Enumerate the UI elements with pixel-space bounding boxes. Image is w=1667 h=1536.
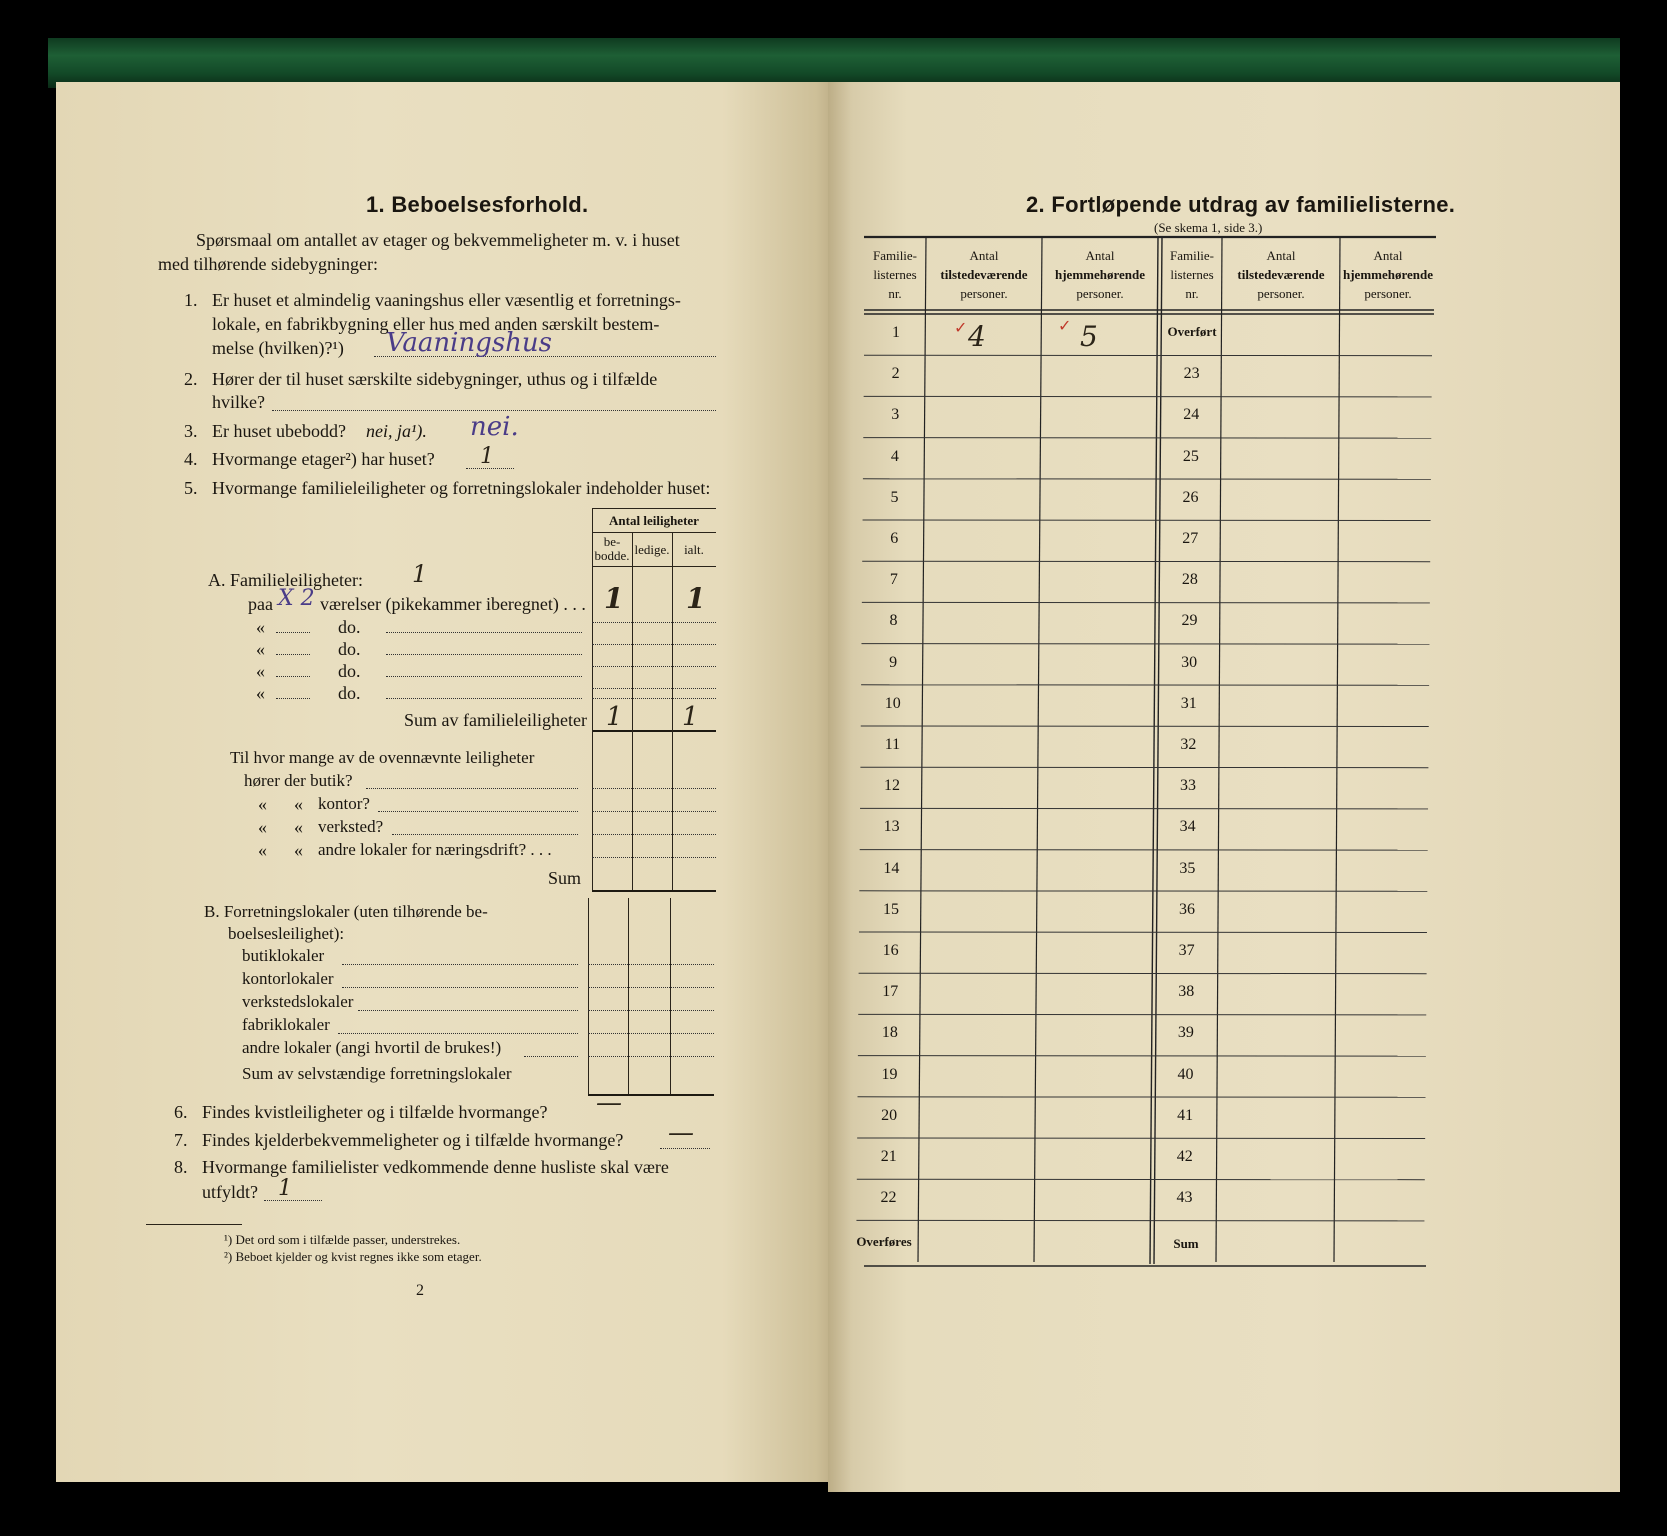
ditto-line-4 [276,698,310,699]
table-butik-vline-1 [592,730,593,890]
row-rule [860,767,1428,768]
row-number-left: 6 [890,530,899,547]
row-number-right: 39 [1177,1024,1194,1042]
ditto-mark-2: « [256,639,265,659]
row-rule [857,1138,1425,1139]
q8-answer-line [264,1200,322,1201]
section-b-item-2: kontorlokaler [242,969,334,988]
row-rule [863,438,1431,439]
row-number-left: 17 [882,983,899,1001]
row-number-left: 3 [891,406,900,424]
row-rule [858,1056,1426,1057]
row1-check-tilstede: ✓ [954,320,968,337]
q3-options: nei, ja¹). [366,421,427,441]
q8-line1: Hvormange familielister vedkommende denne husliste skal være [202,1157,669,1177]
row-number-right: 27 [1182,530,1199,547]
q8-line2: utfyldt? [202,1182,258,1202]
sum-family-ialt: 1 [682,702,699,732]
table-a-vline-3 [672,532,673,730]
header-tilstede-left [926,246,1042,303]
col-bebodde-top: be- [603,534,621,549]
grid-col-2 [1034,237,1042,1262]
left-heading: 1. Beboelsesforhold. [366,192,589,217]
butik-rule [592,788,716,789]
ditto-3: do. [338,661,361,681]
row-rule [859,973,1427,974]
row1-hjemme: 5 [1080,320,1098,353]
ditto-4: do. [338,683,361,703]
table-a-header-rule [592,532,716,533]
row-number-left: 1 [892,324,900,341]
table-a-col-ledige: ledige. [634,542,670,557]
row-rule [859,932,1427,933]
row1-prefix: paa [248,594,273,614]
header-tilstede-left-3: personer. [960,286,1008,301]
header-fam-nr-right-2: listernes [1170,267,1214,282]
section-a-answer: 1 [412,560,428,588]
footnote-2: ²) Beboet kjelder og kvist regnes ikke som etager. [224,1249,482,1264]
header-hjemme-right [1340,246,1436,303]
row-number-left: 19 [881,1065,898,1083]
sum-family-label: Sum av familieleiligheter [404,710,587,730]
q7-text: Findes kjelderbekvemmeligheter og i tilfælde hvormange? [202,1130,624,1150]
row-number-right: 29 [1181,612,1198,630]
footnote-1: ¹) Det ord som i tilfælde passer, understrekes. [224,1232,461,1247]
header-tilstede-right-2: tilstedeværende [1237,267,1325,282]
q5-text: Hvormange familieleiligheter og forretningslokaler indeholder huset: [212,478,711,498]
q4-answer: 1 [480,444,494,469]
header-hjemme-right-1: Antal [1373,248,1403,263]
row-number-right: 34 [1179,818,1196,836]
section-b-item-1: butiklokaler [242,946,325,965]
q7-number: 7. [174,1130,188,1150]
q3-number: 3. [184,421,198,441]
row1-bebodde: 1 [604,582,624,615]
row-number-right: 24 [1183,406,1200,424]
kontor-ditto-2: « [294,794,303,814]
row-rule [863,520,1431,521]
row-rule [861,726,1429,727]
row2-rule [592,644,716,645]
section-b-dots-3 [358,1010,578,1011]
row-rule [857,1179,1425,1180]
header-hjemme-right-3: personer. [1364,286,1412,301]
header-hjemme-left [1042,246,1158,303]
left-page [56,82,840,1482]
q2-answer-line [272,410,716,411]
row-number-right: 41 [1177,1106,1194,1124]
row-rule [858,1014,1426,1015]
andre-label: andre lokaler for næringsdrift? . . . [318,840,552,859]
row-rule [864,396,1432,397]
ditto-dots-2 [386,654,582,655]
butik-line2: hører der butik? [244,771,353,790]
table-a-top-rule [592,508,716,509]
verksted-dots [392,834,578,835]
q1-line3: melse (hvilken)?¹) [212,338,344,358]
verksted-label: verksted? [318,817,384,836]
row-number-right: 31 [1180,694,1197,712]
row1-answer: X 2 [278,586,315,611]
table-butik-vline-2 [632,730,633,890]
table-b-vline-1 [588,898,589,1094]
row3-rule [592,666,716,667]
section-b-item-4: fabriklokaler [242,1015,330,1034]
table-a-group-header: Antal leiligheter [609,513,699,528]
row-number-right: 25 [1182,447,1199,465]
butik-sum-rule [592,890,716,892]
row-rule [864,355,1432,356]
ditto-mark-3: « [256,661,265,681]
grid-col-5 [1334,237,1340,1262]
table-butik-vline-3 [672,730,673,890]
section-b-dots-1 [342,964,578,965]
row-number-left: 7 [889,571,898,589]
verksted-rule [592,834,716,835]
q2-line1: Hører der til huset særskilte sidebygninger, uthus og i tilfælde [212,369,658,389]
q8-number: 8. [174,1157,188,1177]
row1-check-hjemme: ✓ [1058,318,1072,335]
row-rule [859,891,1427,892]
row-number-right: 35 [1179,859,1196,877]
row-number-left: 9 [889,653,898,671]
q8-answer: 1 [278,1176,292,1201]
row1-ialt: 1 [686,582,706,615]
row-number-right: 26 [1182,488,1199,506]
table-a-vline-2 [632,532,633,730]
header-hjemme-left-2: hjemmehørende [1054,267,1146,282]
row-rule [861,685,1429,686]
row-number-left: 13 [883,818,900,836]
kontor-dots [378,811,578,812]
header-hjemme-left-3: personer. [1076,286,1124,301]
table-a-col-ialt: ialt. [684,542,704,557]
header-hjemme-left-1: Antal [1085,248,1115,263]
section-b-rule-2 [588,987,714,988]
col-bebodde-bottom: bodde. [594,548,630,563]
row-number-left: 5 [890,488,899,506]
section-b-rule-5 [588,1056,714,1057]
q1-line1: Er huset et almindelig vaaningshus eller væsentlig et forretnings- [212,290,681,310]
header-fam-nr-left-2: listernes [873,267,917,282]
section-b-item-5: andre lokaler (angi hvortil de brukes!) [242,1038,502,1057]
section-b-line2: boelsesleilighet): [228,924,345,943]
header-tilstede-left-2: tilstedeværende [940,267,1028,282]
kontor-ditto-1: « [258,794,267,814]
row-number-left: 22 [880,1189,897,1207]
andre-rule [592,857,716,858]
q2-number: 2. [184,369,198,389]
row-number-right: Overført [1167,324,1217,339]
row5-rule [592,698,716,699]
header-fam-nr-left [864,246,926,303]
q1-answer: Vaaningshus [386,328,553,358]
section-b-rule-3 [588,1010,714,1011]
row-rule [860,808,1428,809]
section-b-sum-label: Sum av selvstændige forretningslokaler [242,1064,512,1083]
table-b-vline-2 [628,898,629,1094]
right-heading: 2. Fortløpende utdrag av familielisterne. [1026,192,1456,217]
book-binding [48,38,1620,88]
header-fam-nr-right-1: Familie- [1169,248,1215,263]
header-tilstede-right-3: personer. [1257,286,1305,301]
ditto-line-2 [276,654,310,655]
butik-dots [366,788,578,789]
row-number-left: 18 [881,1024,898,1042]
row-number-left: 16 [882,942,899,959]
row-number-left: 4 [890,447,899,465]
ditto-dots-1 [386,632,582,633]
row-number-left: 8 [889,612,898,630]
row1-rule [592,622,716,623]
header-fam-nr-right [1162,246,1222,303]
sum-family-bebodde: 1 [606,702,623,732]
q7-answer-line [660,1148,710,1149]
row-number-right: 30 [1181,653,1198,671]
row-number-left: 2 [891,365,900,383]
right-page [828,82,1620,1492]
row-rule [858,1097,1426,1098]
q7-answer: — [668,1118,694,1148]
q6-text: Findes kvistleiligheter og i tilfælde hvormange? [202,1102,548,1122]
ditto-mark-4: « [256,683,265,703]
q3-text: Er huset ubebodd? [212,421,346,441]
q3-answer: nei. [470,412,519,442]
row-rule [860,850,1428,851]
header-fam-nr-left-1: Familie- [872,248,918,263]
ditto-2: do. [338,639,361,659]
row-number-left: 15 [882,900,899,918]
row-number-left: 20 [881,1106,898,1124]
q1-number: 1. [184,290,198,310]
section-b-dots-4 [338,1033,578,1034]
ditto-line-3 [276,676,310,677]
ditto-line-1 [276,632,310,633]
section-b-dots-5 [524,1056,578,1057]
ditto-dots-4 [386,698,582,699]
row-number-right: 33 [1180,777,1197,795]
row-rule [862,602,1430,603]
footnote-rule [146,1224,242,1225]
header-tilstede-right-1: Antal [1266,248,1296,263]
sum-label: Sum [1173,1236,1199,1251]
q4-number: 4. [184,449,198,469]
q6-number: 6. [174,1102,188,1122]
row-number-right: 38 [1178,983,1195,1001]
row-number-right: 32 [1180,736,1197,753]
q1-line2: lokale, en fabrikbygning eller hus med anden særskilt bestem- [212,314,660,334]
row-number-left: 10 [884,694,901,712]
header-fam-nr-right-3: nr. [1185,286,1199,301]
row-number-right: 42 [1176,1148,1193,1165]
row1-text: værelser (pikekammer iberegnet) . . . [320,594,586,614]
andre-ditto-1: « [258,840,267,860]
kontor-label: kontor? [318,794,370,813]
overfores-label: Overføres [856,1234,912,1249]
row-number-left: 12 [884,777,901,795]
header-fam-nr-left-3: nr. [888,286,902,301]
grid-row-rules [856,355,1432,1221]
andre-ditto-2: « [294,840,303,860]
right-subheading: (Se skema 1, side 3.) [1154,220,1263,235]
row-number-right: 28 [1181,571,1198,589]
ditto-mark-1: « [256,617,265,637]
row1-tilstede: 4 [968,320,986,353]
verksted-ditto-1: « [258,817,267,837]
page-number: 2 [416,1282,424,1299]
header-hjemme-right-2: hjemmehørende [1342,267,1434,282]
q5-number: 5. [184,478,198,498]
section-b-dots-2 [342,987,578,988]
row-number-left: 21 [880,1148,897,1165]
section-a-label: A. Familieleiligheter: [208,570,363,590]
q2-line2: hvilke? [212,392,265,412]
section-b-rule-4 [588,1033,714,1034]
kontor-rule [592,811,716,812]
section-b-item-3: verkstedslokaler [242,992,354,1011]
q4-text: Hvormange etager²) har huset? [212,449,435,469]
row-number-right: 36 [1178,900,1195,918]
header-tilstede-left-1: Antal [969,248,999,263]
row-number-left: 14 [883,859,900,877]
ditto-1: do. [338,617,361,637]
row-number-right: 23 [1183,365,1200,383]
verksted-ditto-2: « [294,817,303,837]
row-rule [863,479,1431,480]
header-tilstede-right [1222,246,1340,303]
table-a-subheader-rule [592,566,716,567]
sum-family-rule [592,730,716,732]
intro-line2: med tilhørende sidebygninger: [158,254,378,274]
section-b-line1: B. Forretningslokaler (uten tilhørende be- [204,902,488,921]
table-a-col-bebodde [592,535,632,563]
row-number-right: 43 [1176,1189,1193,1207]
row-number-right: 40 [1177,1065,1194,1083]
row-rule [861,644,1429,645]
butik-line1: Til hvor mange av de ovennævnte leiligheter [230,748,535,767]
row4-rule [592,688,716,689]
q6-answer: — [596,1088,622,1118]
section-b-rule-1 [588,964,714,965]
row-rule [856,1220,1424,1221]
row-number-right: 37 [1178,942,1195,959]
ditto-dots-3 [386,676,582,677]
intro-line1: Spørsmaal om antallet av etager og bekvemmeligheter m. v. i huset [196,230,680,250]
table-b-vline-3 [670,898,671,1094]
row-number-left: 11 [884,736,901,753]
row-rule [862,561,1430,562]
butik-sum-label: Sum [548,868,582,888]
